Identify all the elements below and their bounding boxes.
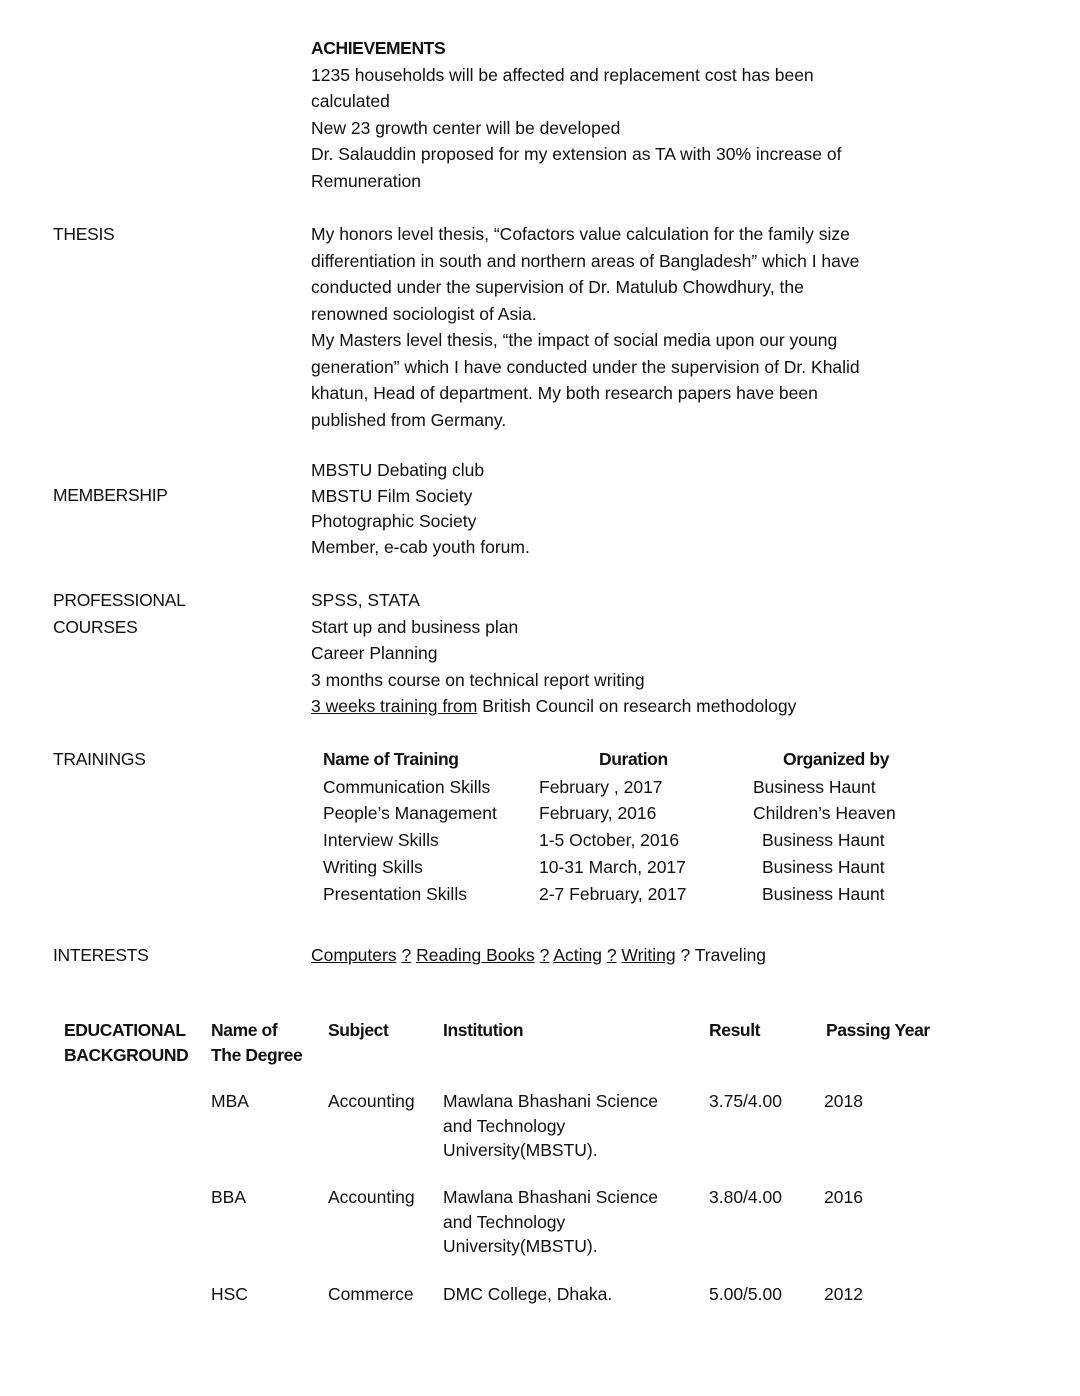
membership-section [311, 458, 951, 560]
edu-institution [443, 1089, 658, 1163]
education-label [64, 1018, 188, 1067]
thesis-line: renowned sociologist of Asia. [311, 303, 537, 324]
training-name: Communication Skills [323, 777, 491, 797]
edu-result: 3.80/4.00 [709, 1187, 782, 1207]
thesis-line: khatun, Head of department. My both research papers have been [311, 383, 818, 403]
training-organizer: Business Haunt [753, 777, 876, 797]
header-degree-line: The Degree [211, 1044, 303, 1065]
course-item: 3 months course on technical report writing [311, 669, 645, 690]
header-institution: Institution [443, 1020, 524, 1040]
interest-item: Computers [311, 945, 397, 965]
training-duration: 10-31 March, 2017 [539, 857, 686, 877]
achievement-line: Remuneration [311, 170, 421, 191]
training-duration: 2-7 February, 2017 [539, 884, 687, 904]
membership-item: MBSTU Film Society [311, 485, 473, 506]
thesis-section [311, 221, 951, 433]
courses-label-line: PROFESSIONAL [53, 590, 186, 610]
course-underlined: 3 weeks training from [311, 696, 478, 716]
course-rest: British Council on research methodology [477, 696, 797, 716]
achievement-line: 1235 households will be affected and replacement cost has been [311, 64, 814, 85]
thesis-line: differentiation in south and northern areas of Bangladesh” which I have [311, 250, 860, 271]
achievements-heading: ACHIEVEMENTS [311, 38, 446, 58]
training-duration: 1-5 October, 2016 [539, 830, 680, 850]
header-degree [211, 1018, 302, 1067]
trainings-label: TRAININGS [53, 749, 146, 769]
thesis-line: published from Germany. [311, 409, 507, 430]
edu-result: 3.75/4.00 [709, 1091, 782, 1111]
courses-label [53, 587, 186, 640]
header-result: Result [709, 1020, 761, 1040]
separator: ? [539, 945, 550, 965]
edu-result: 5.00/5.00 [709, 1284, 782, 1304]
achievements-section [311, 35, 951, 194]
institution-line: University(MBSTU). [443, 1236, 598, 1256]
edu-year: 2012 [824, 1284, 863, 1304]
edu-degree: HSC [211, 1284, 248, 1304]
institution-line: University(MBSTU). [443, 1140, 598, 1160]
course-item [311, 693, 951, 720]
membership-item: Photographic Society [311, 511, 477, 531]
training-header-name: Name of Training [323, 749, 459, 769]
training-organizer: Business Haunt [762, 857, 885, 877]
edu-degree: BBA [211, 1187, 247, 1207]
training-duration: February, 2016 [539, 803, 657, 823]
separator: ? [606, 945, 617, 965]
training-duration: February , 2017 [539, 777, 663, 797]
thesis-line: conducted under the supervision of Dr. Matulub Chowdhury, the [311, 277, 804, 297]
membership-item: MBSTU Debating club [311, 460, 485, 480]
institution-line: Mawlana Bhashani Science [443, 1187, 658, 1207]
membership-item: Member, e-cab youth forum. [311, 536, 530, 557]
membership-label: MEMBERSHIP [53, 485, 168, 505]
training-name: Writing Skills [323, 857, 423, 877]
header-year: Passing Year [826, 1020, 930, 1040]
achievement-line: Dr. Salauddin proposed for my extension as TA with 30% increase of [311, 144, 842, 164]
edu-degree: MBA [211, 1091, 249, 1111]
course-item: SPSS, STATA [311, 590, 420, 610]
header-degree-line: Name of [211, 1020, 278, 1040]
training-organizer: Children’s Heaven [753, 803, 896, 823]
interests-label: INTERESTS [53, 945, 149, 965]
edu-institution: DMC College, Dhaka. [443, 1284, 613, 1304]
edu-year: 2016 [824, 1187, 863, 1207]
achievement-line: New 23 growth center will be developed [311, 117, 621, 138]
interest-item: Writing [621, 945, 676, 965]
thesis-line: My Masters level thesis, “the impact of social media upon our young [311, 330, 838, 350]
header-subject: Subject [328, 1020, 389, 1040]
training-header-organizer: Organized by [783, 749, 890, 769]
training-header-duration: Duration [599, 749, 668, 769]
training-organizer: Business Haunt [762, 884, 885, 904]
thesis-label: THESIS [53, 224, 115, 244]
course-item: Career Planning [311, 643, 438, 663]
edu-year: 2018 [824, 1091, 863, 1111]
interest-item: Traveling [694, 945, 767, 965]
education-label-line: EDUCATIONAL [64, 1020, 186, 1040]
education-label-line: BACKGROUND [64, 1044, 189, 1065]
interest-item: Reading Books [416, 945, 535, 965]
course-item: Start up and business plan [311, 616, 519, 637]
interests-list [311, 942, 951, 969]
courses-section [311, 587, 951, 720]
thesis-line: generation” which I have conducted under the supervision of Dr. Khalid [311, 356, 860, 377]
training-name: Interview Skills [323, 830, 439, 850]
edu-subject: Accounting [328, 1091, 415, 1111]
institution-line: Mawlana Bhashani Science [443, 1091, 658, 1111]
thesis-line: My honors level thesis, “Cofactors value calculation for the family size [311, 224, 850, 244]
training-organizer: Business Haunt [762, 830, 885, 850]
institution-line: and Technology [443, 1211, 566, 1232]
interest-item: Acting [553, 945, 602, 965]
courses-label-line: COURSES [53, 616, 138, 637]
edu-subject: Commerce [328, 1284, 414, 1304]
separator: ? [401, 945, 412, 965]
training-name: Presentation Skills [323, 884, 467, 904]
training-name: People’s Management [323, 803, 497, 823]
institution-line: and Technology [443, 1115, 566, 1136]
achievement-line: calculated [311, 91, 390, 111]
separator: ? [680, 945, 691, 965]
edu-institution [443, 1185, 658, 1259]
edu-subject: Accounting [328, 1187, 415, 1207]
